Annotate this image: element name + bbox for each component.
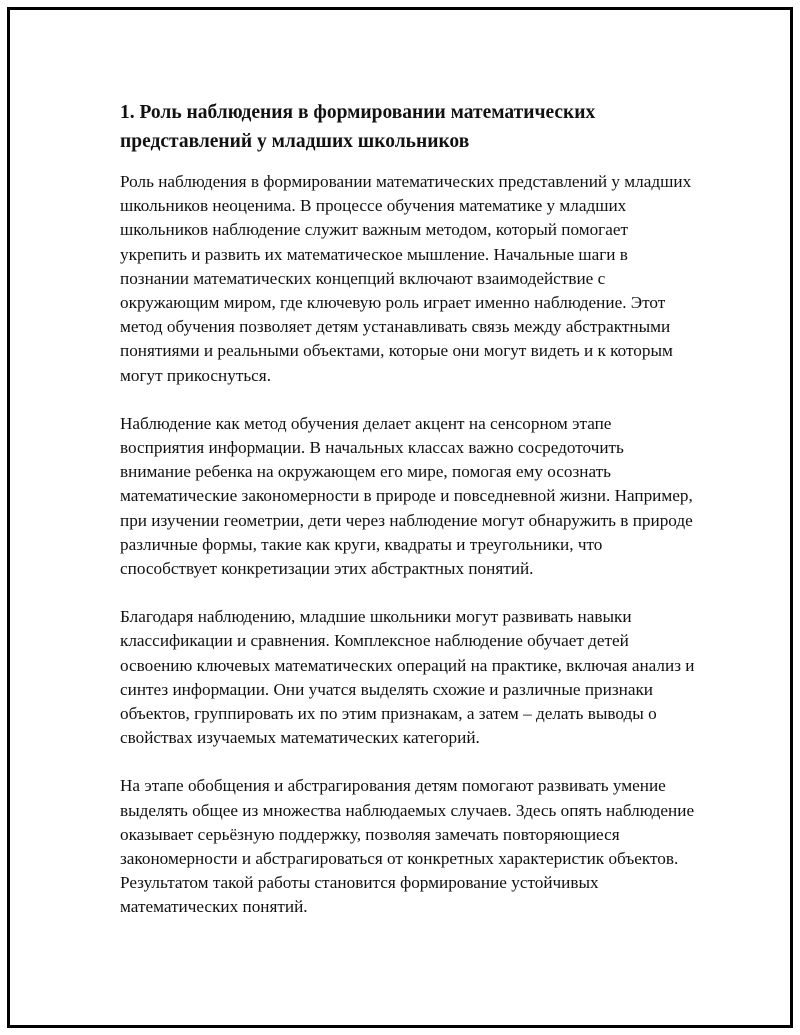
paragraph-1: Роль наблюдения в формировании математических представлений у младших школьников неоценима. В процессе обучения математике у младших школьников наблюдение служит важным методом, который помогает укрепить и развить их математическое мышление. Начальные шаги в познании математических концепций включают взаимодействие с окружающим миром, где ключевую роль играет именно наблюдение. Этот метод обучения позволяет детям устанавливать связь между абстрактными понятиями и реальными объектами, которые они могут видеть и к которым могут прикоснуться.	[120, 172, 692, 385]
paragraph-4: На этапе обобщения и абстрагирования детям помогают развивать умение выделять общее из множества наблюдаемых случаев. Здесь опять наблюдение оказывает серьёзную поддержку, позволяя замечать повторяющиеся закономерности и абстрагироваться от конкретных характеристик объектов. Результатом такой работы становится формирование устойчивых математических понятий.	[120, 776, 695, 917]
document-body	[120, 98, 695, 944]
section-heading: 1. Роль наблюдения в формировании математических представлений у младших школьников	[120, 102, 596, 152]
paragraph-3: Благодаря наблюдению, младшие школьники могут развивать навыки классификации и сравнения. Комплексное наблюдение обучает детей освоению ключевых математических операций на практике, включая анализ и синтез информации. Они учатся выделять схожие и различные признаки объектов, группировать их по этим признакам, а затем – делать выводы о свойствах изучаемых математических категорий.	[120, 607, 695, 748]
paragraph-2: Наблюдение как метод обучения делает акцент на сенсорном этапе восприятия информации. В начальных классах важно сосредоточить внимание ребенка на окружающем его мире, помогая ему осознать математические закономерности в природе и повседневной жизни. Например, при изучении геометрии, дети через наблюдение могут обнаружить в природе различные формы, такие как круги, квадраты и треугольники, что способствует конкретизации этих абстрактных понятий.	[120, 413, 693, 579]
page-frame	[7, 7, 793, 1028]
